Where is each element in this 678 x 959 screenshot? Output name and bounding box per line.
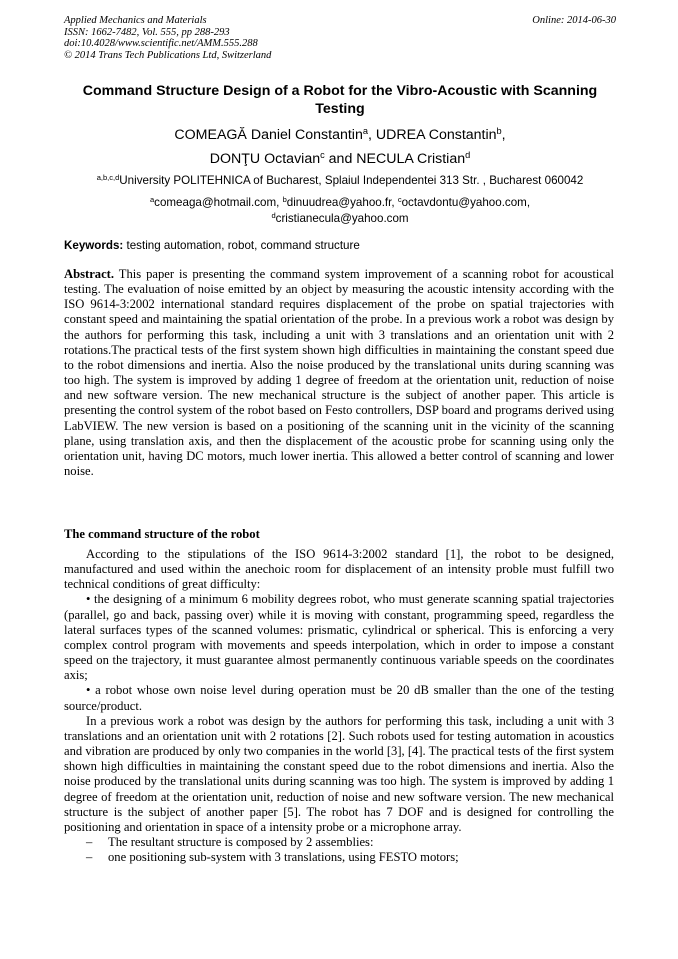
dash-item [64,835,614,850]
keywords-label: Keywords: [64,239,124,252]
author-name: NECULA Cristian [356,151,466,167]
email-address: octavdontu@yahoo.com, [401,196,531,209]
dash-item [64,850,614,865]
author-name: UDREA Constantin [375,127,497,143]
section-heading: The command structure of the robot [64,527,260,541]
publication-header [64,15,616,61]
issn-line: ISSN: 1662-7482, Vol. 555, pp 288-293 [64,26,230,38]
paragraph: According to the stipulations of the ISO 9614-3:2002 standard [1], the robot to be designed, manufactured and used within the anechoic room for displacement of an intensity proble must fulfill two technical conditions of great difficulty: [64,547,614,592]
email-address: cristianecula@yahoo.com [275,211,409,225]
abstract [64,267,614,479]
keywords-text: testing automation, robot, command structure [126,239,360,252]
dash-text: one positioning sub-system with 3 translations, using FESTO motors; [108,850,459,865]
keywords [64,238,616,254]
author-name: COMEAGĂ Daniel Constantin [174,127,363,143]
author-sup: d [465,149,471,160]
dash-mark: – [86,834,93,849]
bullet-item: • the designing of a minimum 6 mobility degrees robot, who must generate scanning spatial trajectories (parallel, go and back, passing over) while it is moving with constant, programming speed, regardless the lateral surfaces types of the scanned volumes: prismatic, cylindrical or spherical. This is enforcing a very complex control program with movements and speeds interpolation, which in order to impose a constant speed on the trajectory, it must guarantee almost permanently continuous variable speeds on the coordinates axis; [64,592,614,683]
dash-text: The resultant structure is composed by 2 assemblies: [108,834,374,849]
copyright-line: © 2014 Trans Tech Publications Ltd, Switzerland [64,49,272,61]
author-sup: a [362,125,368,136]
author-sup: c [320,149,325,160]
section-body [64,547,614,865]
author-list: COMEAGĂ Daniel Constantin$^a$, UDREA Constantin$^b$, DONŢU Octavian$^c$ and NECULA Cristian$^d$ [174,125,506,167]
doi-line: doi:10.4028/www.scientific.net/AMM.555.288 [64,38,258,50]
dash-mark: – [86,850,93,865]
author-emails [64,195,616,226]
paragraph: In a previous work a robot was design by the authors for performing this task, including a unit with 3 translations and an orientation unit with 2 rotations [2]. Such robots used for testing automation in acoustics and vibration are produced by only two companies in the world [3], [4]. The practical tests of the first system shown high difficulties in maintaining the constant speed due to the robot dimensions and inertia. Also the noise produced by the translational units during scanning was too high. The system is improved by adding 1 degree of freedom at the orientation unit, reduction of noise and new software version. The new mechanical structure is the subject of another paper [5]. The robot has 7 DOF and is designed for controlling the positioning and orientation in space of a intensity probe or a microphone array. [64,713,614,834]
abstract-label: Abstract. [64,267,115,281]
email-address: dinuudrea@yahoo.fr, [286,196,395,209]
bullet-item: • a robot whose own noise level during operation must be 20 dB smaller than the one of the testing source/product. [64,683,614,713]
email-address: comeaga@hotmail.com, [154,196,280,209]
affiliation [64,173,616,189]
email-sup: a [149,194,155,204]
abstract-text: This paper is presenting the command system improvement of a scanning robot for acoustical testing. The evaluation of noise emitted by an object by measuring the acoustic intensity according with the ISO 9614-3:2002 international standard requires displacement of the probe on spatial trajectories with constant speed and maintaining the spatial orientation of the probe. In a previous work a robot was design by the authors for performing this task, including a unit with 3 translations and an orientation unit with 2 rotations.The practical tests of the first system shown high difficulties in maintaining the constant speed due to the robot dimensions and inertia. Also the noise produced by the translational units during scanning was too high. The system is improved by adding 1 degree of freedom at the orientation unit, reduction of noise and new software version. The new mechanical structure is the subject of another paper. This article is presenting the control system of the robot based on Festo controllers, DSP board and programs derived using LabVIEW. The new version is based on a positioning of the scanning unit in the vicinity of the scanning plane, using translation axis, and then the displacement of the acoustic probe for scanning using only the orientation unit, having DC motors, much lower inertia. This allowed a better control of scanning and lower noise. [64,267,615,479]
journal-name: Applied Mechanics and Materials [64,15,207,26]
email-sup: d [271,210,276,220]
email-sup: b [282,194,287,204]
email-sup: c [397,194,402,204]
author-name: DONŢU Octavian [209,151,321,167]
author-sup: b [496,125,502,136]
affiliation-text: University POLITEHNICA of Bucharest, Splaiul Independentei 313 Str. , Bucharest 060042 [119,174,584,187]
author-conjunction: and [328,151,353,167]
paper-title: Command Structure Design of a Robot for the Vibro-Acoustic with Scanning Testing [82,83,598,117]
affiliation-sup: a,b,c,d [96,172,120,182]
online-date: Online: 2014-06-30 [532,15,616,26]
